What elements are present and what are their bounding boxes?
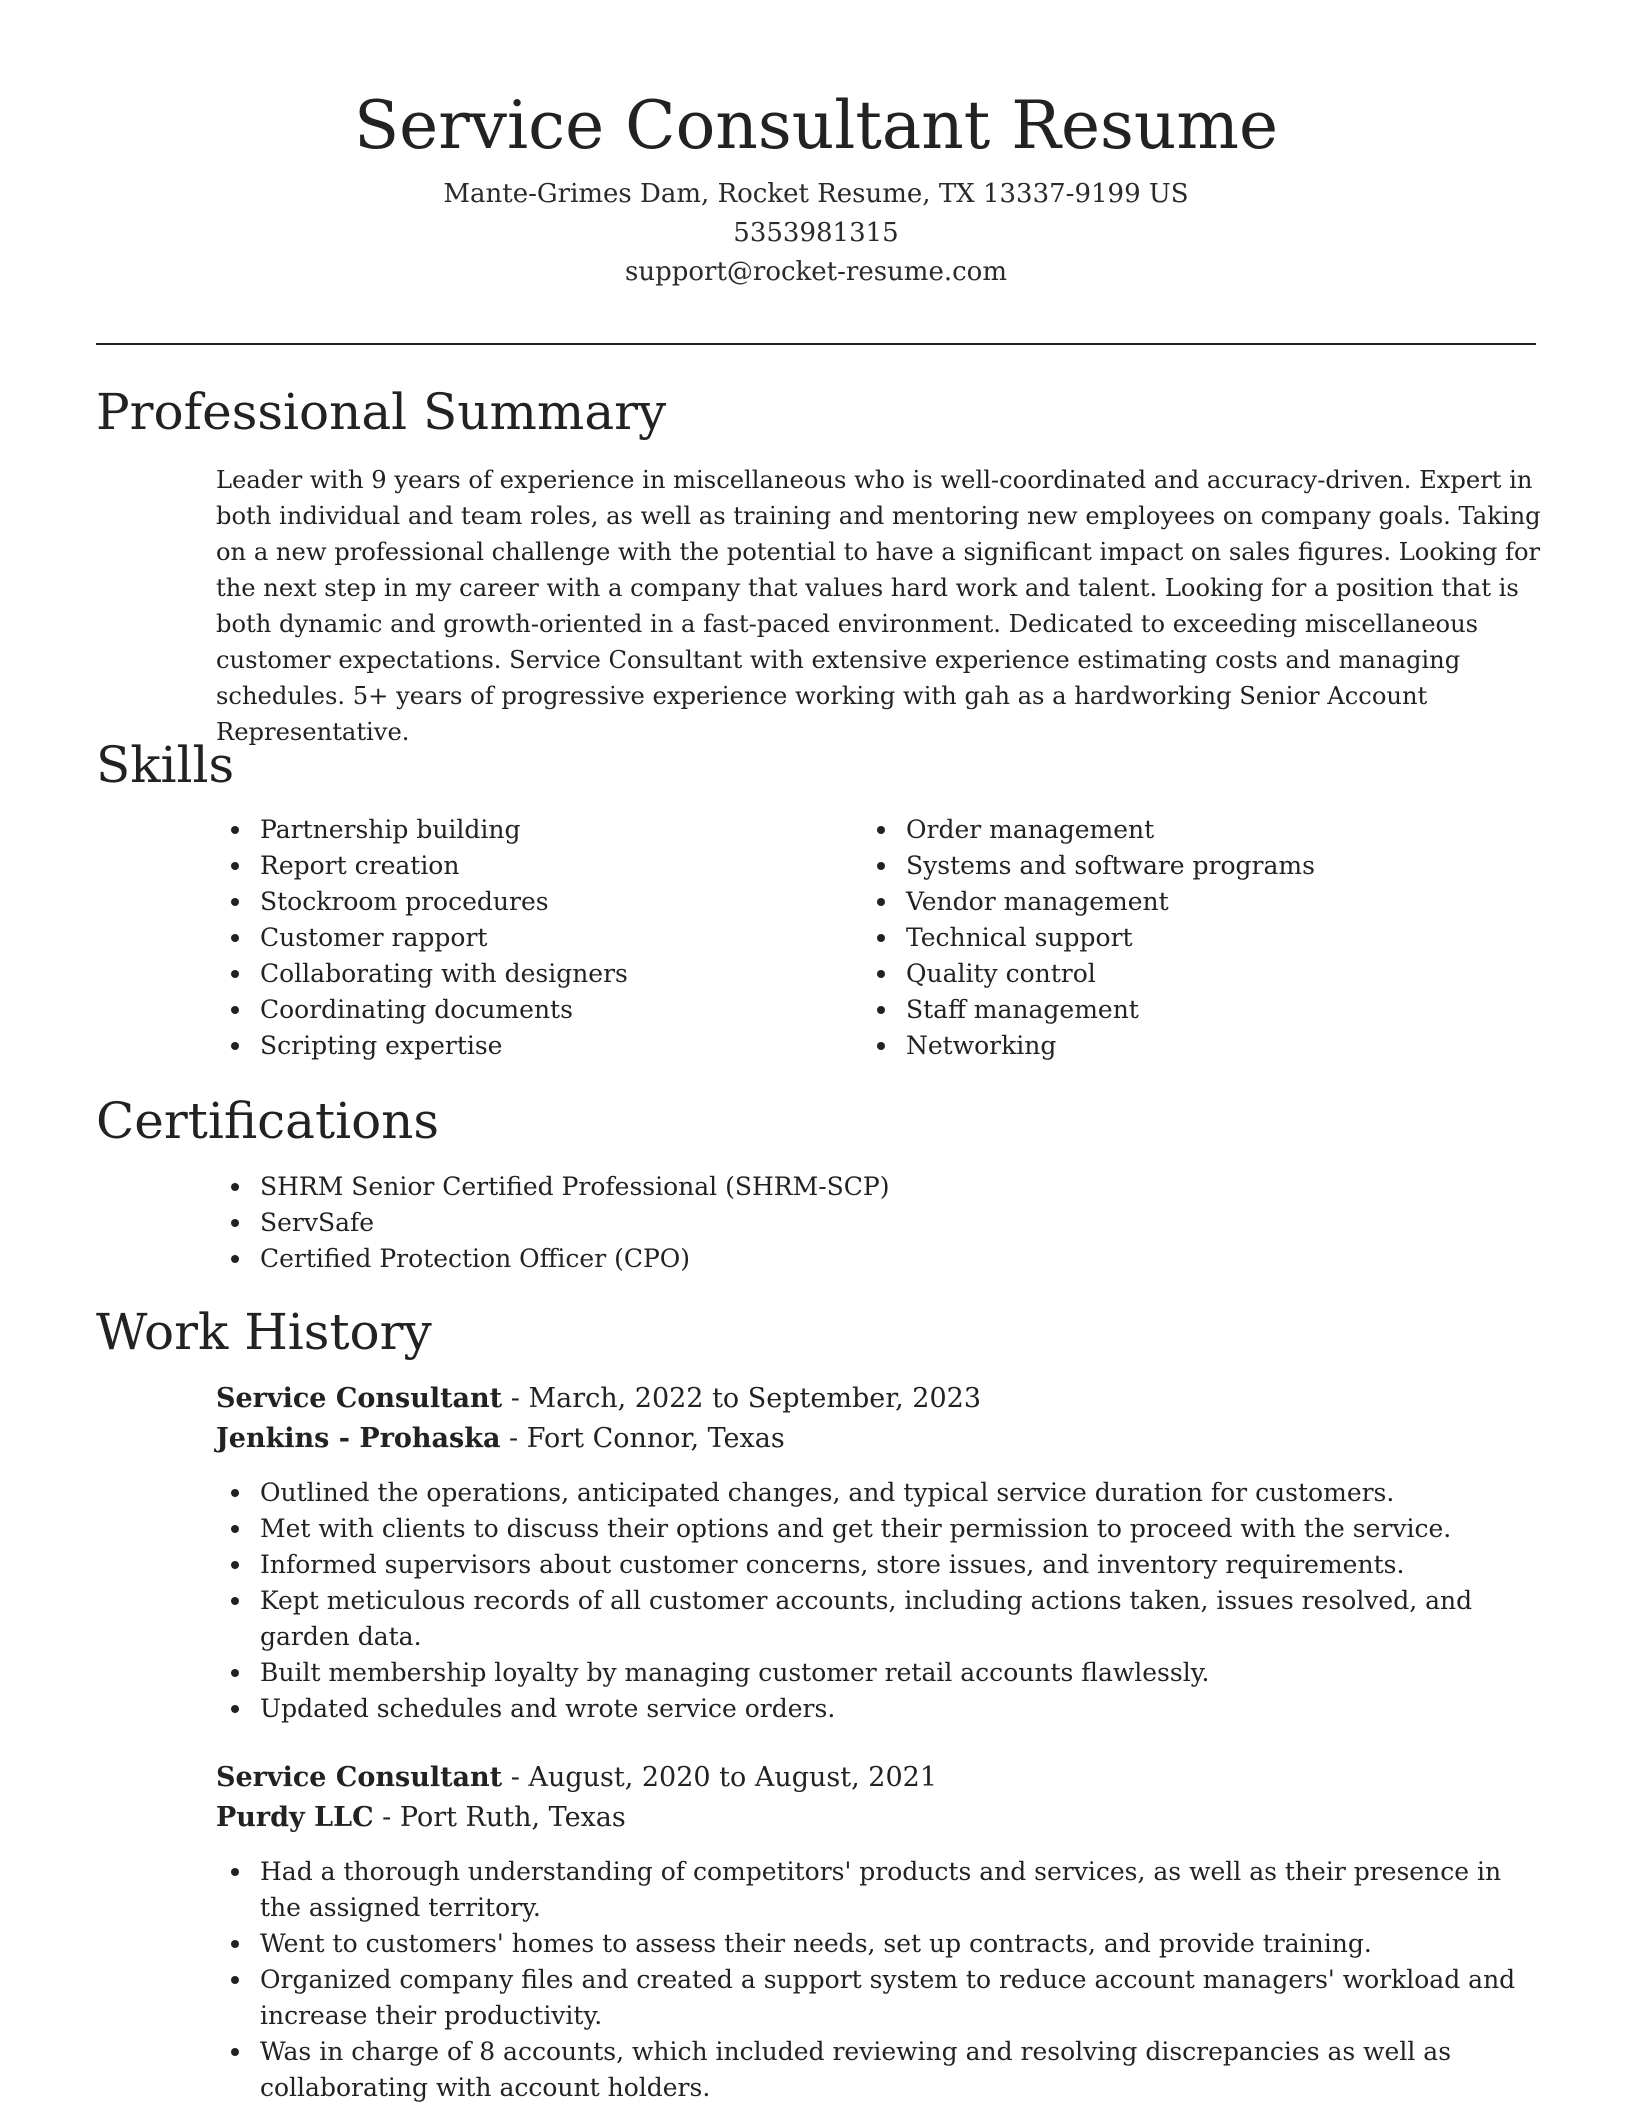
job-duty-item: Went to customers' homes to assess their needs, set up contracts, and provide training. <box>216 1926 1546 1962</box>
job-location: - Port Ruth, Texas <box>373 1802 626 1833</box>
skill-item: Quality control <box>862 956 1502 992</box>
resume-title: Service Consultant Resume <box>353 87 1279 164</box>
skill-item: Systems and software programs <box>862 848 1502 884</box>
section-title-summary: Professional Summary <box>96 383 667 441</box>
header-divider <box>96 343 1536 345</box>
skill-item: Networking <box>862 1028 1502 1064</box>
skill-item: Coordinating documents <box>216 992 816 1028</box>
job-heading <box>216 1379 981 1419</box>
skill-item: Technical support <box>862 920 1502 956</box>
job-title: Service Consultant <box>216 1762 503 1793</box>
job-duty-item: Kept meticulous records of all customer accounts, including actions taken, issues resolved, and garden data. <box>216 1583 1546 1655</box>
job-duty-item: Met with clients to discuss their options and get their permission to proceed with the service. <box>216 1511 1546 1547</box>
skill-item: Stockroom procedures <box>216 884 816 920</box>
skill-item: Collaborating with designers <box>216 956 816 992</box>
skill-item: Staff management <box>862 992 1502 1028</box>
job-company: Purdy LLC <box>216 1802 374 1833</box>
job-duty-item: Updated schedules and wrote service orders. <box>216 1691 1546 1727</box>
job-employer <box>216 1419 785 1459</box>
skill-item: Partnership building <box>216 812 816 848</box>
job-duty-item: Had a thorough understanding of competitors' products and services, as well as their presence in the assigned territory. <box>216 1854 1546 1926</box>
job-title: Service Consultant <box>216 1383 503 1414</box>
contact-address: Mante-Grimes Dam, Rocket Resume, TX 13337-9199 US <box>443 179 1189 209</box>
certification-item: Certified Protection Officer (CPO) <box>216 1241 1546 1277</box>
skill-item: Order management <box>862 812 1502 848</box>
resume-header <box>0 82 1632 292</box>
contact-email: support@rocket-resume.com <box>624 257 1007 287</box>
skill-item: Report creation <box>216 848 816 884</box>
job-duty-item: Organized company files and created a support system to reduce account managers' workload and increase their productivity. <box>216 1962 1546 2034</box>
certification-item: ServSafe <box>216 1205 1546 1241</box>
skill-item: Customer rapport <box>216 920 816 956</box>
certifications-list <box>216 1169 1546 1277</box>
job-dates: - March, 2022 to September, 2023 <box>502 1383 982 1414</box>
skills-list-right <box>862 812 1502 1064</box>
skill-item: Vendor management <box>862 884 1502 920</box>
section-title-work-history: Work History <box>96 1303 432 1361</box>
job-duty-item: Built membership loyalty by managing customer retail accounts flawlessly. <box>216 1655 1546 1691</box>
summary-text: Leader with 9 years of experience in miscellaneous who is well-coordinated and accuracy-driven. Expert in both individual and team roles, as well as training and mentoring new employees on company goals. Taking on a new professional challenge with the potential to have a significant impact on sales figures. Looking for the next step in my career with a company that values hard work and talent. Looking for a position that is both dynamic and growth-oriented in a fast-paced environment. Dedicated to exceeding miscellaneous customer expectations. Service Consultant with extensive experience estimating costs and managing schedules. 5+ years of progressive experience working with gah as a hardworking Senior Account Representative. <box>216 466 1541 746</box>
job-duty-item: Was in charge of 8 accounts, which included reviewing and resolving discrepancies as well as collaborating with account holders. <box>216 2034 1546 2106</box>
job-employer <box>216 1798 626 1838</box>
section-title-skills: Skills <box>96 736 235 794</box>
skills-list-left <box>216 812 816 1064</box>
job-dates: - August, 2020 to August, 2021 <box>502 1762 938 1793</box>
job-company: Jenkins - Prohaska <box>216 1423 501 1454</box>
job-location: - Fort Connor, Texas <box>500 1423 785 1454</box>
job-duty-item: Outlined the operations, anticipated changes, and typical service duration for customers. <box>216 1475 1546 1511</box>
certification-item: SHRM Senior Certified Professional (SHRM-SCP) <box>216 1169 1546 1205</box>
contact-phone: 5353981315 <box>733 218 899 248</box>
job-heading <box>216 1758 937 1798</box>
job-duties-list <box>216 1475 1546 1727</box>
skill-item: Scripting expertise <box>216 1028 816 1064</box>
job-duties-list <box>216 1854 1546 2106</box>
section-title-certifications: Certifications <box>96 1092 440 1150</box>
job-duty-item: Informed supervisors about customer concerns, store issues, and inventory requirements. <box>216 1547 1546 1583</box>
